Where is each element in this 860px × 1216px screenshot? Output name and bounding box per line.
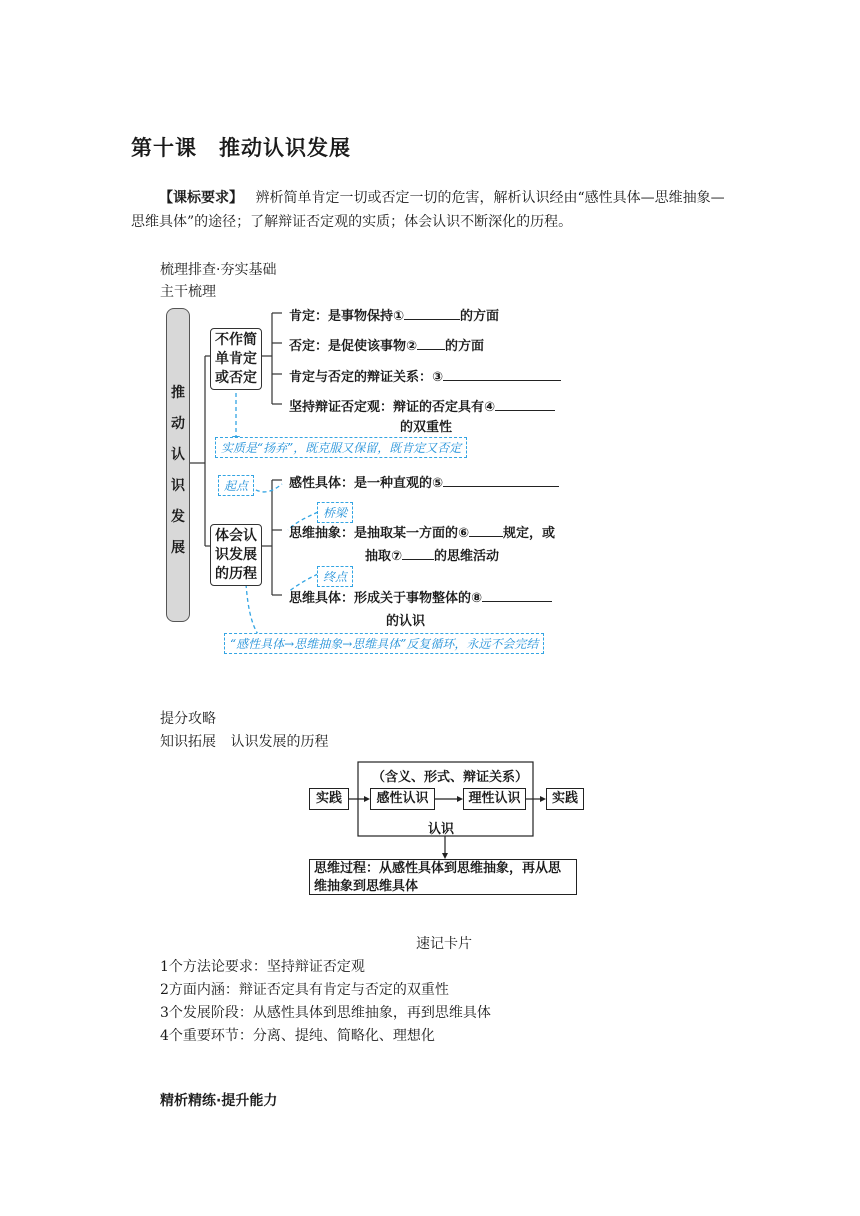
root-char: 认 bbox=[171, 447, 185, 463]
section-subheading-main: 主干梳理 bbox=[160, 284, 216, 300]
requirement-text: 辨析简单肯定一切或否定一切的危害，解析认识经由“感性具体—思维抽象—思维具体”的途径；了解辩证否定观的实质；体会认识不断深化的历程。 bbox=[131, 190, 725, 230]
root-char: 识 bbox=[171, 478, 185, 494]
flow-rational: 理性认识 bbox=[463, 788, 526, 810]
flow-cognition: 认识 bbox=[428, 822, 455, 837]
card-title: 速记卡片 bbox=[416, 936, 472, 952]
item-text: 坚持辩证否定观：辩证的否定具有④ bbox=[289, 400, 496, 415]
root-char: 发 bbox=[171, 509, 185, 525]
item-text: 肯定与否定的辩证关系：③ bbox=[289, 370, 444, 385]
expand-label: 知识拓展 bbox=[160, 734, 216, 750]
flow-top-note: （含义、形式、辩证关系） bbox=[372, 770, 529, 785]
card-line-3: 3个发展阶段：从感性具体到思维抽象，再到思维具体 bbox=[160, 1005, 491, 1021]
flow-perceptual: 感性认识 bbox=[370, 788, 435, 810]
section-heading-practice: 精析精练·提升能力 bbox=[160, 1093, 278, 1109]
note-cycle: “感性具体→思维抽象→思维具体”反复循环，永远不会完结 bbox=[224, 633, 544, 654]
root-char: 推 bbox=[171, 385, 185, 401]
requirement-label: 【课标要求】 bbox=[159, 190, 243, 206]
root-char: 动 bbox=[171, 416, 185, 432]
branch2-item-3-line2: 的认识 bbox=[386, 614, 426, 629]
tag-start: 起点 bbox=[218, 475, 254, 496]
note-sublation: 实质是“扬弃”，既克服又保留，既肯定又否定 bbox=[215, 437, 467, 458]
card-line-2: 2方面内涵：辩证否定具有肯定与否定的双重性 bbox=[160, 982, 449, 998]
item-text: 的方面 bbox=[460, 309, 500, 324]
branch-no-simple-affirm: 不作简 单肯定 或否定 bbox=[210, 328, 262, 390]
card-line-4: 4个重要环节：分离、提纯、简略化、理想化 bbox=[160, 1028, 435, 1044]
root-char: 展 bbox=[171, 540, 185, 556]
item-text: 感性具体：是一种直观的⑤ bbox=[289, 476, 444, 491]
item-text: 规定，或 bbox=[503, 526, 556, 541]
page-title: 第十课 推动认识发展 bbox=[131, 136, 351, 160]
section-heading-tips: 提分攻略 bbox=[160, 711, 216, 727]
item-text: 的方面 bbox=[445, 339, 485, 354]
item-text: 否定：是促使该事物② bbox=[289, 339, 418, 354]
section-heading-review: 梳理排查·夯实基础 bbox=[160, 262, 277, 278]
item-text: 肯定：是事物保持① bbox=[289, 309, 405, 324]
tag-bridge: 桥梁 bbox=[317, 502, 353, 523]
item-text: 抽取⑦ bbox=[365, 549, 403, 564]
card-line-1: 1个方法论要求：坚持辩证否定观 bbox=[160, 959, 365, 975]
item-text: 的思维活动 bbox=[434, 549, 500, 564]
item-text: 思维抽象：是抽取某一方面的⑥ bbox=[289, 526, 470, 541]
flow-practice-left: 实践 bbox=[309, 788, 349, 810]
branch1-item-4-line2: 的双重性 bbox=[400, 420, 453, 435]
expand-topic: 认识发展的历程 bbox=[230, 734, 329, 750]
item-text: 思维具体：形成关于事物整体的⑧ bbox=[289, 591, 483, 606]
flow-practice-right: 实践 bbox=[546, 788, 584, 810]
tag-end: 终点 bbox=[317, 566, 353, 587]
flow-thinking-process: 思维过程：从感性具体到思维抽象，再从思维抽象到思维具体 bbox=[309, 859, 577, 895]
branch-cognition-process: 体会认 识发展 的历程 bbox=[210, 524, 262, 586]
